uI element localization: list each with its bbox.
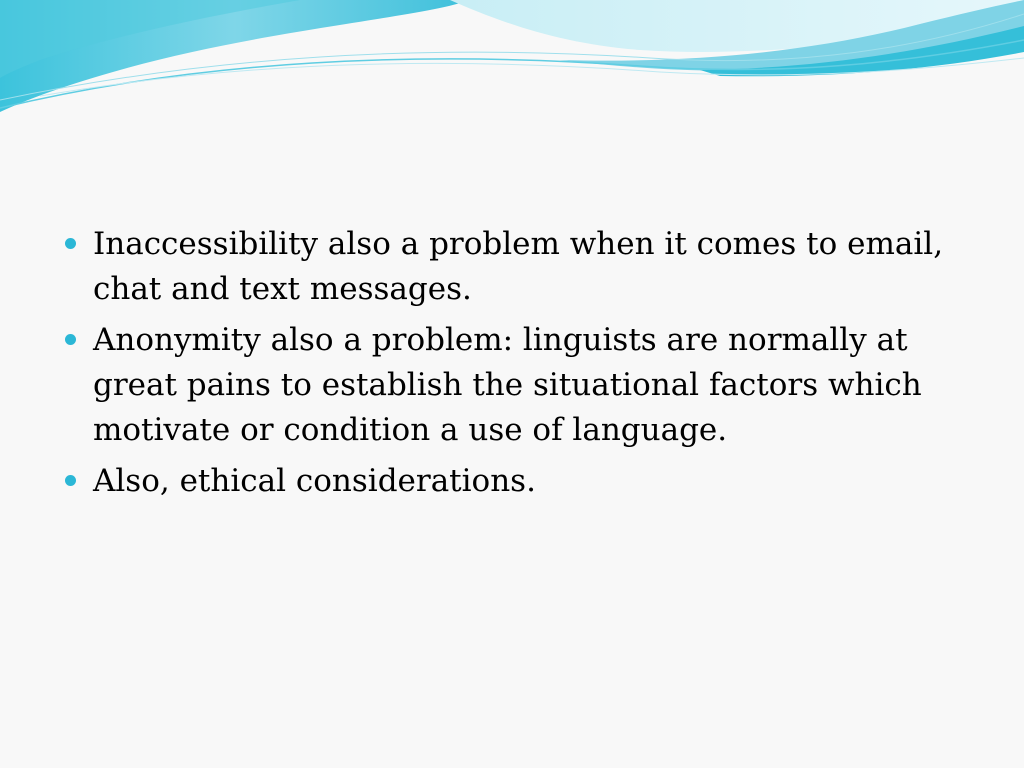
bullet-dot-icon	[65, 475, 76, 486]
bullet-text: Inaccessibility also a problem when it comes to email, chat and text messages.	[93, 226, 944, 307]
bullet-text: Anonymity also a problem: linguists are normally at great pains to establish the situational factors which motivate or condition a use of language.	[93, 322, 922, 448]
bullet-item	[62, 459, 962, 504]
bullet-list	[62, 222, 962, 510]
bullet-text: Also, ethical considerations.	[93, 463, 536, 499]
bullet-item	[62, 318, 962, 453]
bullet-item	[62, 222, 962, 312]
bullet-dot-icon	[65, 334, 76, 345]
bullet-dot-icon	[65, 238, 76, 249]
wave-header-decoration	[0, 0, 1024, 130]
